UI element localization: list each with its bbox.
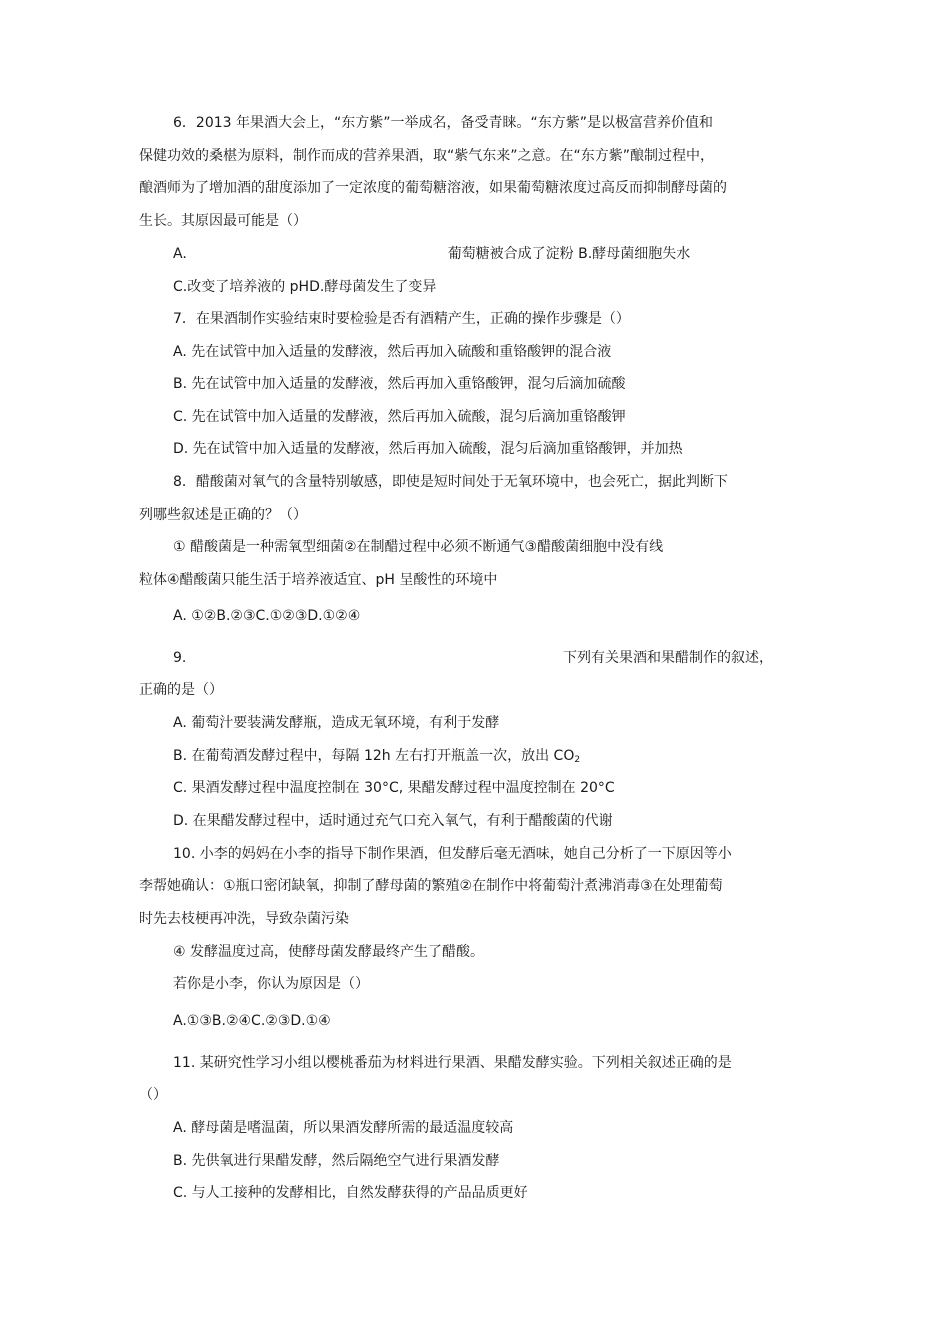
q10-stem-line-5: 若你是小李，你认为原因是（） — [173, 976, 369, 992]
q8-items-line-2: 粒体④醋酸菌只能生活于培养液适宜、pH 呈酸性的环境中 — [139, 572, 498, 588]
q6-option-a-label: A. — [173, 246, 187, 262]
q9-option-a: A. 葡萄汁要装满发酵瓶，造成无氧环境，有利于发酵 — [173, 715, 500, 731]
q9-stem-right: 下列有关果酒和果醋制作的叙述， — [563, 650, 773, 666]
q10-stem-line-3: 时先去枝梗再冲洗，导致杂菌污染 — [139, 911, 349, 927]
q6-stem-line-4: 生长。其原因最可能是（） — [139, 213, 307, 229]
q6-stem-line-1: 6．2013 年果酒大会上，“东方紫”一举成名，备受青睐。“东方紫”是以极富营养价值和 — [173, 115, 713, 131]
q6-option-a-row — [173, 243, 819, 265]
q9-option-b-subscript: 2 — [574, 755, 581, 765]
q9-number: 9. — [173, 650, 187, 666]
q11-stem-line-2: （） — [139, 1087, 167, 1103]
q10-stem-line-1: 10. 小李的妈妈在小李的指导下制作果酒，但发酵后毫无酒味，她自己分析了一下原因等小 — [173, 846, 732, 862]
q9-option-d: D. 在果醋发酵过程中，适时通过充气口充入氧气，有利于醋酸菌的代谢 — [173, 813, 613, 829]
q8-options: A. ①②B.②③C.①②③D.①②④ — [173, 608, 361, 624]
q11-stem-line-1: 11. 某研究性学习小组以樱桃番茄为材料进行果酒、果醋发酵实验。下列相关叙述正确的是 — [173, 1055, 732, 1071]
q10-stem-line-2: 李帮她确认：①瓶口密闭缺氧，抑制了酵母菌的繁殖②在制作中将葡萄汁煮沸消毒③在处理葡萄 — [139, 878, 723, 894]
q8-stem-line-1: 8．醋酸菌对氧气的含量特别敏感，即使是短时间处于无氧环境中，也会死亡，据此判断下 — [173, 474, 728, 490]
q7-stem: 7．在果酒制作实验结束时要检验是否有酒精产生，正确的操作步骤是（） — [173, 311, 630, 327]
q11-option-c: C. 与人工接种的发酵相比，自然发酵获得的产品品质更好 — [173, 1185, 528, 1201]
q8-stem-line-2: 列哪些叙述是正确的？（） — [139, 507, 307, 523]
q9-option-b-text: B. 在葡萄酒发酵过程中，每隔 12h 左右打开瓶盖一次，放出 CO — [173, 748, 575, 764]
q10-options: A.①③B.②④C.②③D.①④ — [173, 1013, 331, 1029]
q6-option-cd: C.改变了培养液的 pHD.酵母菌发生了变异 — [173, 279, 437, 295]
q7-option-a: A. 先在试管中加入适量的发酵液，然后再加入硫酸和重铬酸钾的混合液 — [173, 344, 612, 360]
q11-option-b: B. 先供氧进行果醋发酵，然后隔绝空气进行果酒发酵 — [173, 1153, 500, 1169]
q9-option-c: C. 果酒发酵过程中温度控制在 30°C, 果醋发酵过程中温度控制在 20°C — [173, 780, 615, 796]
q8-items-line-1: ① 醋酸菌是一种需氧型细菌②在制醋过程中必须不断通气③醋酸菌细胞中没有线 — [173, 539, 664, 555]
q6-stem-line-2: 保健功效的桑椹为原料，制作而成的营养果酒，取“紫气东来”之意。在“东方紫”酿制过程中， — [139, 148, 715, 164]
q6-stem-line-3: 酿酒师为了增加酒的甜度添加了一定浓度的葡萄糖溶液，如果葡萄糖浓度过高反而抑制酵母菌的 — [139, 180, 727, 196]
q7-option-b: B. 先在试管中加入适量的发酵液，然后再加入重铬酸钾，混匀后滴加硫酸 — [173, 376, 626, 392]
q10-stem-line-4: ④ 发酵温度过高，使酵母菌发酵最终产生了醋酸。 — [173, 944, 484, 960]
q9-stem-row — [173, 647, 819, 669]
q11-option-a: A. 酵母菌是嗜温菌，所以果酒发酵所需的最适温度较高 — [173, 1120, 514, 1136]
q6-option-a-text: 葡萄糖被合成了淀粉 B.酵母菌细胞失水 — [447, 246, 691, 262]
q7-option-d: D. 先在试管中加入适量的发酵液，然后再加入硫酸，混匀后滴加重铬酸钾，并加热 — [173, 441, 683, 457]
q9-option-b — [173, 745, 819, 771]
q9-stem-line-2: 正确的是（） — [139, 682, 223, 698]
q7-option-c: C. 先在试管中加入适量的发酵液，然后再加入硫酸，混匀后滴加重铬酸钾 — [173, 409, 626, 425]
